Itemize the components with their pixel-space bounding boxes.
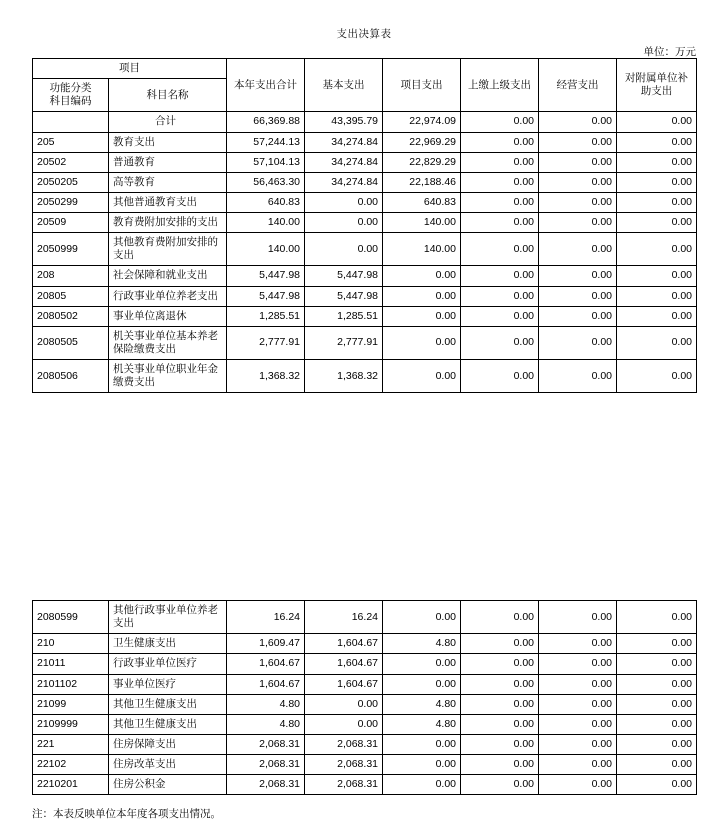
cell-project: 140.00 <box>383 213 461 233</box>
cell-name: 其他教育费附加安排的支出 <box>109 233 227 266</box>
cell-total: 140.00 <box>227 233 305 266</box>
cell-name: 机关事业单位职业年金缴费支出 <box>109 360 227 393</box>
header-subsidy-line1: 对附属单位补 <box>625 72 688 85</box>
cell-basic: 16.24 <box>305 601 383 634</box>
cell-name: 教育费附加安排的支出 <box>109 213 227 233</box>
unit-note: 单位：万元 <box>643 46 696 58</box>
cell-basic: 0.00 <box>305 233 383 266</box>
cell-business: 0.00 <box>539 674 617 694</box>
cell-subsidy: 0.00 <box>617 172 697 192</box>
cell-subsidy: 0.00 <box>617 775 697 795</box>
cell-business: 0.00 <box>539 360 617 393</box>
cell-project: 0.00 <box>383 674 461 694</box>
cell-total: 66,369.88 <box>227 112 305 132</box>
cell-name: 社会保障和就业支出 <box>109 266 227 286</box>
cell-basic: 0.00 <box>305 714 383 734</box>
cell-name: 其他行政事业单位养老支出 <box>109 601 227 634</box>
cell-project: 0.00 <box>383 266 461 286</box>
cell-total: 2,777.91 <box>227 326 305 359</box>
cell-subsidy: 0.00 <box>617 674 697 694</box>
table-row <box>33 694 697 714</box>
cell-code: 208 <box>33 266 109 286</box>
cell-business: 0.00 <box>539 601 617 634</box>
cell-basic: 1,604.67 <box>305 674 383 694</box>
cell-code: 2080502 <box>33 306 109 326</box>
table-row <box>33 775 697 795</box>
cell-total: 1,604.67 <box>227 674 305 694</box>
cell-upper: 0.00 <box>461 714 539 734</box>
cell-total: 1,368.32 <box>227 360 305 393</box>
cell-project: 22,969.29 <box>383 132 461 152</box>
header-code <box>33 79 109 112</box>
cell-code: 2050999 <box>33 233 109 266</box>
cell-name: 事业单位医疗 <box>109 674 227 694</box>
cell-basic: 2,068.31 <box>305 734 383 754</box>
cell-project: 0.00 <box>383 326 461 359</box>
cell-subsidy: 0.00 <box>617 360 697 393</box>
header-business: 经营支出 <box>539 59 617 112</box>
header-total: 本年支出合计 <box>227 59 305 112</box>
cell-subsidy: 0.00 <box>617 734 697 754</box>
cell-business: 0.00 <box>539 213 617 233</box>
cell-code: 2080506 <box>33 360 109 393</box>
cell-code: 2050299 <box>33 192 109 212</box>
cell-basic: 1,604.67 <box>305 634 383 654</box>
page-title: 支出决算表 <box>336 28 392 40</box>
cell-business: 0.00 <box>539 192 617 212</box>
cell-business: 0.00 <box>539 326 617 359</box>
header-name: 科目名称 <box>109 79 227 112</box>
table-row <box>33 634 697 654</box>
cell-total: 5,447.98 <box>227 266 305 286</box>
header-item-group: 项目 <box>33 59 227 79</box>
cell-code: 2050205 <box>33 172 109 192</box>
cell-project: 4.80 <box>383 714 461 734</box>
cell-code: 21011 <box>33 654 109 674</box>
cell-project: 0.00 <box>383 775 461 795</box>
table-row <box>33 172 697 192</box>
cell-name: 教育支出 <box>109 132 227 152</box>
cell-total: 56,463.30 <box>227 172 305 192</box>
cell-basic: 0.00 <box>305 192 383 212</box>
cell-upper: 0.00 <box>461 634 539 654</box>
cell-upper: 0.00 <box>461 172 539 192</box>
cell-project: 4.80 <box>383 634 461 654</box>
table-row <box>33 192 697 212</box>
cell-total: 1,604.67 <box>227 654 305 674</box>
cell-upper: 0.00 <box>461 233 539 266</box>
page-break-band <box>0 492 728 498</box>
table-row <box>33 112 697 132</box>
table-body-bottom <box>33 601 697 795</box>
cell-project: 22,188.46 <box>383 172 461 192</box>
table-row <box>33 286 697 306</box>
cell-code: 2101102 <box>33 674 109 694</box>
cell-business: 0.00 <box>539 734 617 754</box>
cell-name: 住房保障支出 <box>109 734 227 754</box>
cell-subsidy: 0.00 <box>617 132 697 152</box>
cell-code: 2080505 <box>33 326 109 359</box>
table-row <box>33 360 697 393</box>
table-row <box>33 601 697 634</box>
cell-project: 640.83 <box>383 192 461 212</box>
cell-basic: 2,068.31 <box>305 775 383 795</box>
cell-project: 0.00 <box>383 360 461 393</box>
table-row <box>33 233 697 266</box>
cell-basic: 2,777.91 <box>305 326 383 359</box>
cell-upper: 0.00 <box>461 306 539 326</box>
cell-basic: 34,274.84 <box>305 152 383 172</box>
table-row <box>33 306 697 326</box>
cell-total: 2,068.31 <box>227 734 305 754</box>
cell-code: 2210201 <box>33 775 109 795</box>
cell-total: 640.83 <box>227 192 305 212</box>
cell-basic: 5,447.98 <box>305 266 383 286</box>
cell-code: 210 <box>33 634 109 654</box>
cell-total: 2,068.31 <box>227 775 305 795</box>
cell-basic: 5,447.98 <box>305 286 383 306</box>
cell-subsidy: 0.00 <box>617 634 697 654</box>
cell-business: 0.00 <box>539 172 617 192</box>
cell-upper: 0.00 <box>461 132 539 152</box>
table-header-row-1 <box>33 59 697 79</box>
cell-project: 0.00 <box>383 654 461 674</box>
cell-total: 16.24 <box>227 601 305 634</box>
cell-upper: 0.00 <box>461 674 539 694</box>
cell-upper: 0.00 <box>461 775 539 795</box>
header-subsidy-line2: 助支出 <box>640 85 673 98</box>
cell-name: 其他卫生健康支出 <box>109 694 227 714</box>
cell-project: 0.00 <box>383 306 461 326</box>
table-row <box>33 213 697 233</box>
cell-subsidy: 0.00 <box>617 694 697 714</box>
cell-basic: 43,395.79 <box>305 112 383 132</box>
cell-business: 0.00 <box>539 306 617 326</box>
cell-name: 住房公积金 <box>109 775 227 795</box>
cell-business: 0.00 <box>539 132 617 152</box>
cell-code: 20509 <box>33 213 109 233</box>
cell-upper: 0.00 <box>461 192 539 212</box>
cell-upper: 0.00 <box>461 266 539 286</box>
cell-subsidy: 0.00 <box>617 152 697 172</box>
cell-total: 2,068.31 <box>227 755 305 775</box>
cell-upper: 0.00 <box>461 326 539 359</box>
header-code-line2: 科目编码 <box>49 95 92 108</box>
cell-business: 0.00 <box>539 714 617 734</box>
cell-name: 高等教育 <box>109 172 227 192</box>
cell-upper: 0.00 <box>461 654 539 674</box>
expenditure-table-bottom <box>32 600 697 795</box>
table-row <box>33 266 697 286</box>
cell-basic: 1,604.67 <box>305 654 383 674</box>
cell-project: 0.00 <box>383 286 461 306</box>
cell-basic: 0.00 <box>305 213 383 233</box>
cell-upper: 0.00 <box>461 213 539 233</box>
cell-code: 2080599 <box>33 601 109 634</box>
cell-business: 0.00 <box>539 654 617 674</box>
cell-business: 0.00 <box>539 266 617 286</box>
table-row <box>33 734 697 754</box>
cell-total: 57,244.13 <box>227 132 305 152</box>
cell-subsidy: 0.00 <box>617 112 697 132</box>
cell-business: 0.00 <box>539 634 617 654</box>
cell-upper: 0.00 <box>461 360 539 393</box>
cell-subsidy: 0.00 <box>617 306 697 326</box>
header-subsidy <box>617 59 697 112</box>
cell-business: 0.00 <box>539 152 617 172</box>
table-row <box>33 674 697 694</box>
cell-project: 22,829.29 <box>383 152 461 172</box>
cell-subsidy: 0.00 <box>617 714 697 734</box>
cell-upper: 0.00 <box>461 112 539 132</box>
cell-subsidy: 0.00 <box>617 192 697 212</box>
table-row <box>33 152 697 172</box>
cell-business: 0.00 <box>539 694 617 714</box>
cell-name: 行政事业单位养老支出 <box>109 286 227 306</box>
header-basic: 基本支出 <box>305 59 383 112</box>
cell-subsidy: 0.00 <box>617 286 697 306</box>
cell-upper: 0.00 <box>461 601 539 634</box>
cell-subsidy: 0.00 <box>617 654 697 674</box>
cell-name: 事业单位离退休 <box>109 306 227 326</box>
cell-upper: 0.00 <box>461 734 539 754</box>
cell-code: 21099 <box>33 694 109 714</box>
cell-code: 2109999 <box>33 714 109 734</box>
cell-code: 22102 <box>33 755 109 775</box>
cell-name: 住房改革支出 <box>109 755 227 775</box>
cell-subsidy: 0.00 <box>617 213 697 233</box>
cell-project: 22,974.09 <box>383 112 461 132</box>
cell-business: 0.00 <box>539 233 617 266</box>
cell-basic: 1,368.32 <box>305 360 383 393</box>
cell-project: 140.00 <box>383 233 461 266</box>
cell-business: 0.00 <box>539 775 617 795</box>
cell-subsidy: 0.00 <box>617 755 697 775</box>
cell-project: 4.80 <box>383 694 461 714</box>
cell-business: 0.00 <box>539 286 617 306</box>
header-code-line1: 功能分类 <box>49 82 92 95</box>
cell-code: 221 <box>33 734 109 754</box>
cell-total: 5,447.98 <box>227 286 305 306</box>
cell-name: 其他普通教育支出 <box>109 192 227 212</box>
cell-name: 合计 <box>109 112 227 132</box>
cell-name: 卫生健康支出 <box>109 634 227 654</box>
cell-upper: 0.00 <box>461 286 539 306</box>
header-upper: 上缴上级支出 <box>461 59 539 112</box>
table-body-top <box>33 112 697 393</box>
cell-name: 普通教育 <box>109 152 227 172</box>
cell-total: 140.00 <box>227 213 305 233</box>
cell-subsidy: 0.00 <box>617 326 697 359</box>
cell-business: 0.00 <box>539 755 617 775</box>
cell-total: 4.80 <box>227 714 305 734</box>
cell-code: 205 <box>33 132 109 152</box>
cell-basic: 1,285.51 <box>305 306 383 326</box>
cell-total: 57,104.13 <box>227 152 305 172</box>
table-row <box>33 654 697 674</box>
cell-name: 其他卫生健康支出 <box>109 714 227 734</box>
cell-name: 机关事业单位基本养老保险缴费支出 <box>109 326 227 359</box>
expenditure-table-part2 <box>32 600 697 795</box>
expenditure-table-part1 <box>32 58 697 393</box>
table-row <box>33 326 697 359</box>
cell-project: 0.00 <box>383 734 461 754</box>
cell-upper: 0.00 <box>461 755 539 775</box>
cell-subsidy: 0.00 <box>617 266 697 286</box>
cell-code <box>33 112 109 132</box>
cell-name: 行政事业单位医疗 <box>109 654 227 674</box>
cell-business: 0.00 <box>539 112 617 132</box>
cell-subsidy: 0.00 <box>617 233 697 266</box>
cell-subsidy: 0.00 <box>617 601 697 634</box>
table-row <box>33 755 697 775</box>
cell-basic: 2,068.31 <box>305 755 383 775</box>
cell-code: 20502 <box>33 152 109 172</box>
cell-code: 20805 <box>33 286 109 306</box>
header-project: 项目支出 <box>383 59 461 112</box>
expenditure-table-top <box>32 58 697 393</box>
footer-note: 注：本表反映单位本年度各项支出情况。 <box>32 808 221 820</box>
cell-project: 0.00 <box>383 601 461 634</box>
cell-upper: 0.00 <box>461 152 539 172</box>
table-row <box>33 714 697 734</box>
cell-total: 1,285.51 <box>227 306 305 326</box>
table-row <box>33 132 697 152</box>
cell-total: 4.80 <box>227 694 305 714</box>
cell-total: 1,609.47 <box>227 634 305 654</box>
cell-basic: 0.00 <box>305 694 383 714</box>
cell-project: 0.00 <box>383 755 461 775</box>
cell-basic: 34,274.84 <box>305 132 383 152</box>
cell-upper: 0.00 <box>461 694 539 714</box>
cell-basic: 34,274.84 <box>305 172 383 192</box>
